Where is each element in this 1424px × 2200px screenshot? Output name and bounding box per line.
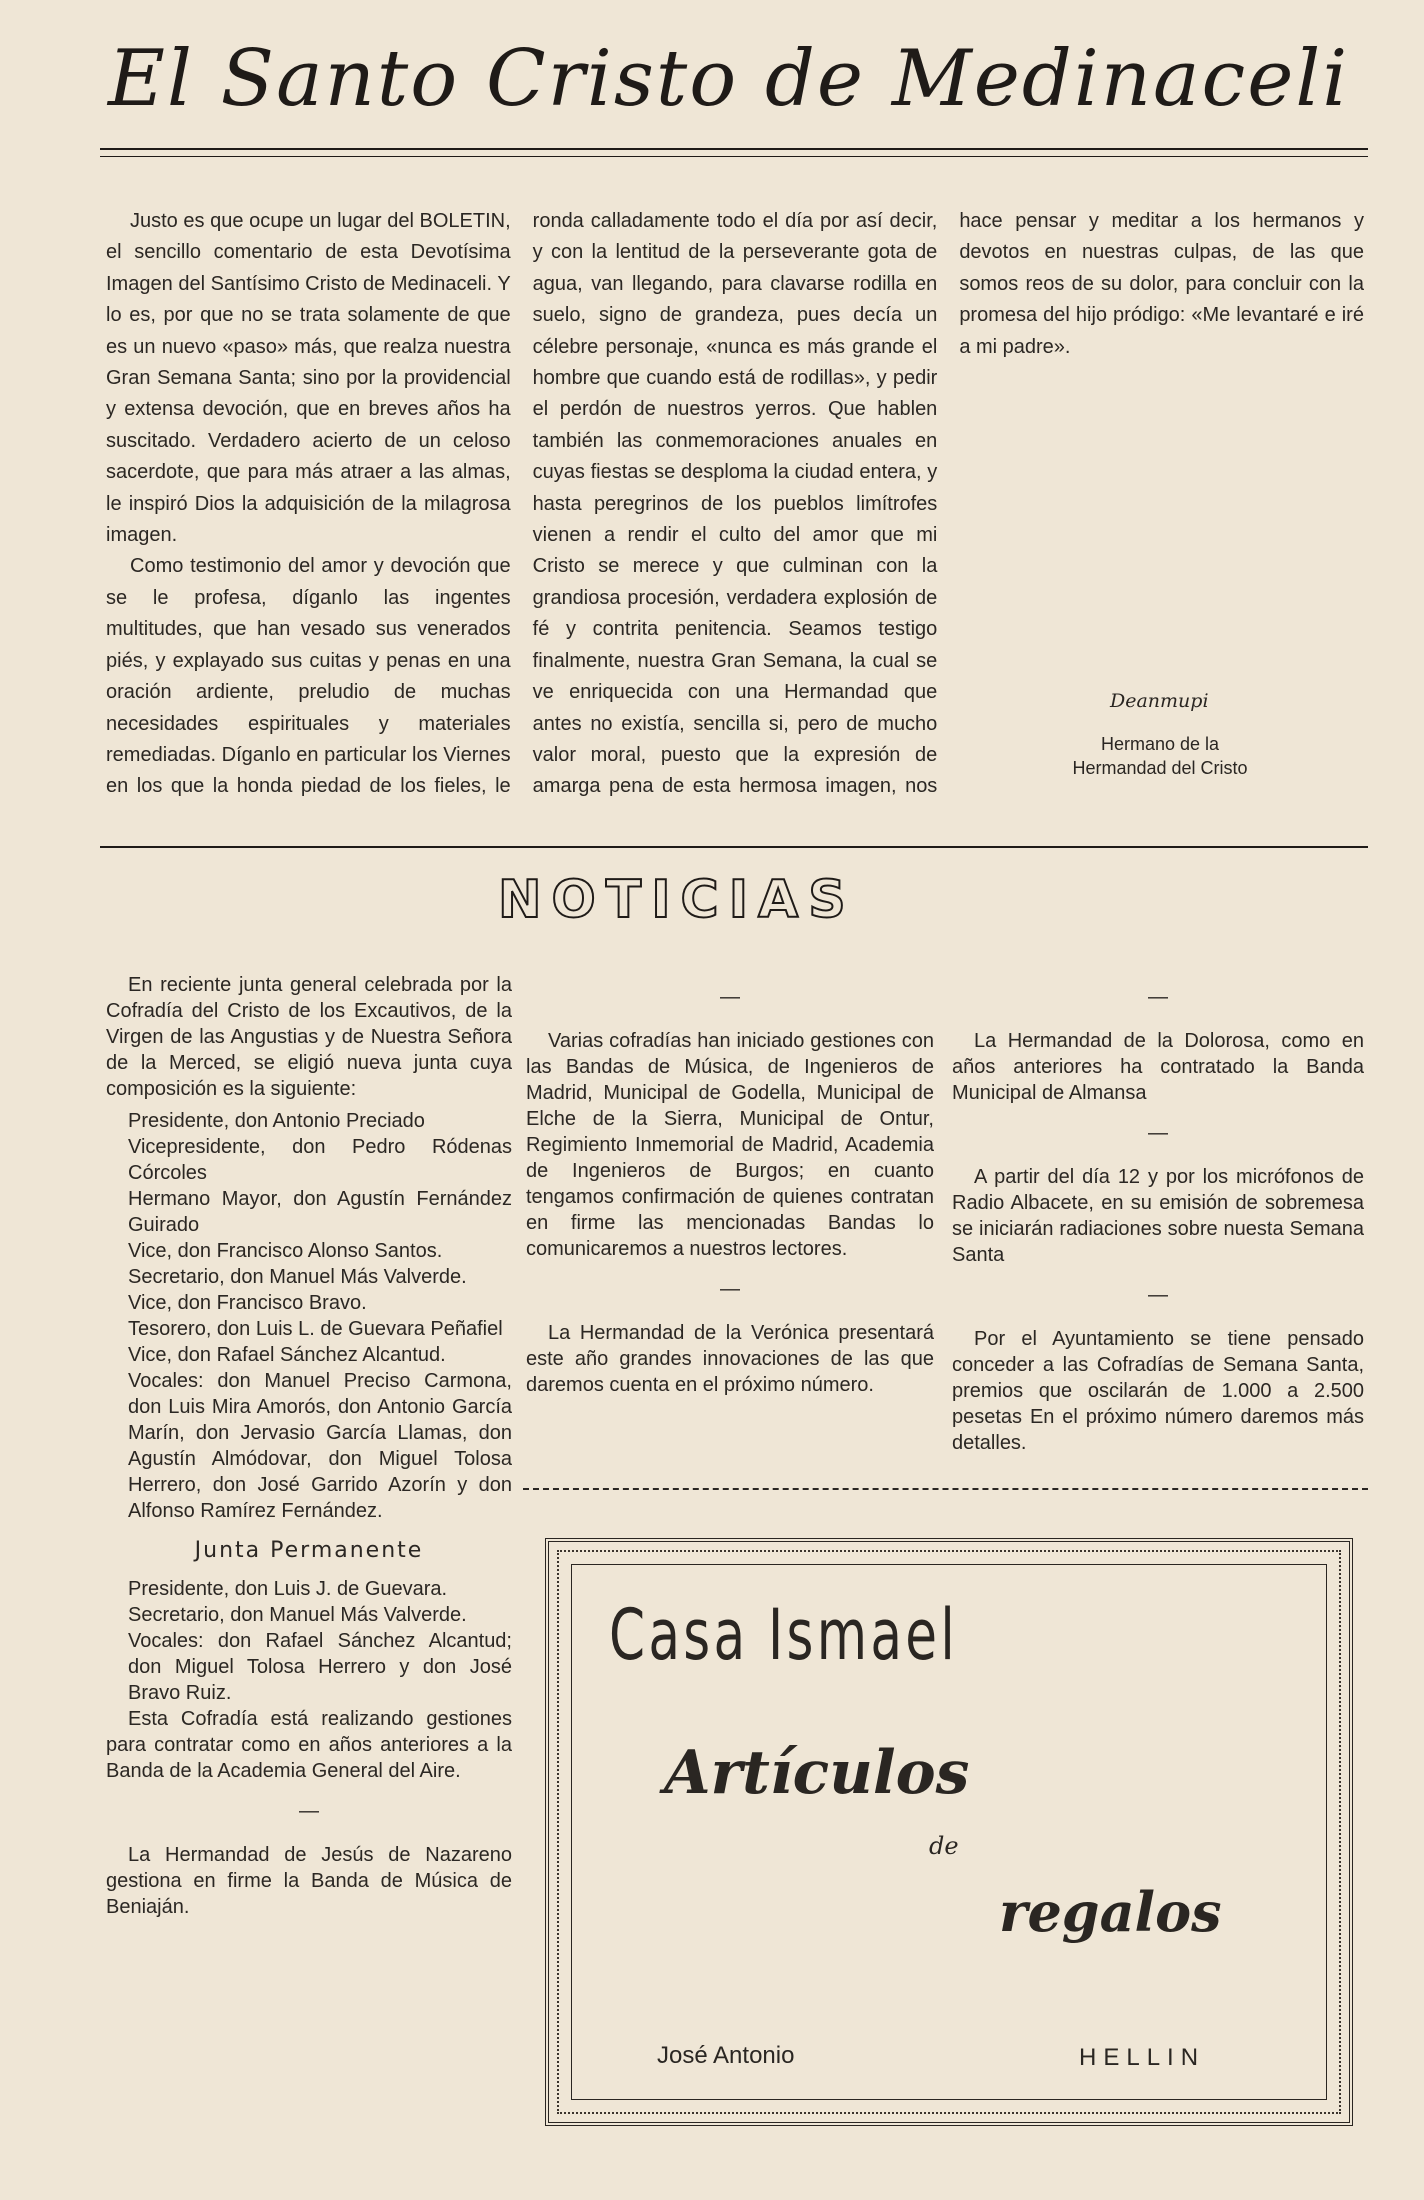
news-paragraph: La Hermandad de la Verónica presentará este año grandes innovaciones de las que daremos cuenta en el próximo número. [526, 1322, 934, 1396]
signer [1040, 732, 1280, 780]
dash-separator: — [1148, 1122, 1168, 1144]
dash-separator: — [1148, 986, 1168, 1008]
list-item: Vice, don Francisco Bravo. [128, 1292, 367, 1314]
section-separator [523, 1488, 1368, 1490]
noticias-column-2 [526, 970, 934, 1404]
list-item: Secretario, don Manuel Más Valverde. [128, 1266, 467, 1288]
dash-separator: — [720, 986, 740, 1008]
ad-tagline: Artículos [664, 1738, 970, 1808]
list-item: Vice, don Rafael Sánchez Alcantud. [128, 1344, 446, 1366]
list-item: Vocales: don Rafael Sánchez Alcantud; don Miguel Tolosa Herrero y don José Bravo Ruiz. [128, 1630, 512, 1704]
news-paragraph: Varias cofradías han iniciado gestiones con las Bandas de Música, de Ingenieros de Madrid, Municipal de Godella, Municipal de Elche de la Sierra, Municipal de Ontur, Regimiento Inmemorial de Madrid, Academia de Ingenieros de Burgos; en cuanto tengamos confirmación de quienes contratan en firme las mencionadas Bandas lo comunicaremos a nuestros lectores. [526, 1030, 934, 1260]
list-item: Tesorero, don Luis L. de Guevara Peñafiel [128, 1318, 503, 1340]
news-paragraph: En reciente junta general celebrada por la Cofradía del Cristo de los Excautivos, de la Virgen de las Angustias y de Nuestra Señora de la Merced, se eligió nueva junta cuya composición es la siguiente: [106, 974, 512, 1100]
list-item: Hermano Mayor, don Agustín Fernández Guirado [128, 1188, 512, 1236]
signer-line: Hermano de la [1100, 734, 1220, 754]
article-title: El Santo Cristo de Medinaceli [108, 34, 1350, 124]
ad-city: HELLIN [1079, 2044, 1206, 2071]
list-item: Vice, don Francisco Alonso Santos. [128, 1240, 443, 1262]
advertisement [545, 1538, 1353, 2126]
news-paragraph: La Hermandad de la Dolorosa, como en años anteriores ha contratado la Banda Municipal de Almansa [952, 1030, 1364, 1104]
news-paragraph: A partir del día 12 y por los micrófonos de Radio Albacete, en su emisión de sobremesa se iniciarán radiaciones sobre nuesta Semana Santa [952, 1166, 1364, 1266]
title-rule-top [100, 148, 1368, 150]
ad-tagline: regalos [999, 1880, 1222, 1944]
signature: Deanmupi [1110, 690, 1209, 712]
ad-business-name: Casa Ismael [609, 1594, 958, 1676]
dash-separator: — [299, 1800, 319, 1822]
noticias-column-1 [106, 972, 512, 1926]
ad-owner: José Antonio [657, 2042, 795, 2069]
article-paragraph: Justo es que ocupe un lugar del BOLETIN, el sencillo comentario de esta Devotísima Imagen del Santísimo Cristo de Medinaceli. Y lo es, por que no se trata solamente de que es un nuevo «paso» más, que realza nuestra Gran Semana Santa; sino por la providencial y extensa devoción, que en breves años ha suscitado. Verdadero acierto de un celoso sacerdote, que para más atraer a las almas, le inspiró Dios la adquisición de la milagrosa imagen. [106, 210, 511, 547]
title-rule-bottom [100, 156, 1368, 157]
article-paragraph: Como testimonio del amor y devoción que se le profesa, díganlo las ingentes multitudes, que han vesado sus venerados piés, y explayado sus cuitas y penas en una oración ardiente, preludio de muchas necesidades espirituales y materiales remediadas. Díganlo en particular los Viernes en los que la honda piedad de los fieles, le ronda calladamente todo el día por así decir, y con la lentitud de la perseverante gota de agua, van llegando, para clavarse rodilla en suelo, signo de grandeza, pues decía un célebre personaje, «nunca es más grande el hombre que cuando está de rodillas», y pedir el perdón de nuestros yerros. Que hablen también las conmemoraciones anuales en cuyas fiestas se desploma la ciudad entera, y hasta peregrinos de los pueblos limítrofes vienen a rendir el culto del amor que mi Cristo se merece y que culminan con la grandiosa procesión, verdadera explosión de fé y contrita penitencia. Seamos testigo finalmente, nuestra Gran Semana, la cual se ve enriquecida con una Hermandad que antes no existía, sencilla si, pero de mucho valor moral, puesto que la expresión de amarga pena de esta hermosa imagen, nos hace pensar y meditar a los hermanos y devotos en nuestras culpas, de las que somos reos de su dolor, para concluir con la promesa del hijo pródigo: «Me levantaré e iré a mi padre». [106, 210, 1364, 798]
signer-line: Hermandad del Cristo [1072, 758, 1248, 778]
list-item: Secretario, don Manuel Más Valverde. [128, 1604, 467, 1626]
list-item: Presidente, don Antonio Preciado [128, 1110, 425, 1132]
list-item: Vicepresidente, don Pedro Ródenas Córcoles [128, 1136, 512, 1184]
list-item: Vocales: don Manuel Preciso Carmona, don Luis Mira Amorós, don Antonio García Marín, don Jervasio García Llamas, don Agustín Almódovar, don Miguel Tolosa Herrero, don José Garrido Azorín y don Alfonso Ramírez Fernández. [128, 1370, 512, 1522]
subheading: Junta Permanente [194, 1538, 424, 1563]
bleed-through [900, 140, 913, 186]
list-item: Presidente, don Luis J. de Guevara. [128, 1578, 448, 1600]
ad-tagline: de [929, 1832, 959, 1860]
noticias-heading: NOTICIAS [498, 870, 856, 930]
section-rule [100, 846, 1368, 848]
news-paragraph: Por el Ayuntamiento se tiene pensado conceder a las Cofradías de Semana Santa, premios que oscilarán de 1.000 a 2.500 pesetas En el próximo número daremos más detalles. [952, 1328, 1364, 1454]
dash-separator: — [1148, 1284, 1168, 1306]
dash-separator: — [720, 1278, 740, 1300]
noticias-column-3 [952, 970, 1364, 1462]
news-paragraph: Esta Cofradía está realizando gestiones para contratar como en años anteriores a la Banda de la Academia General del Aire. [106, 1708, 512, 1782]
news-paragraph: La Hermandad de Jesús de Nazareno gestiona en firme la Banda de Música de Beniaján. [106, 1844, 512, 1918]
